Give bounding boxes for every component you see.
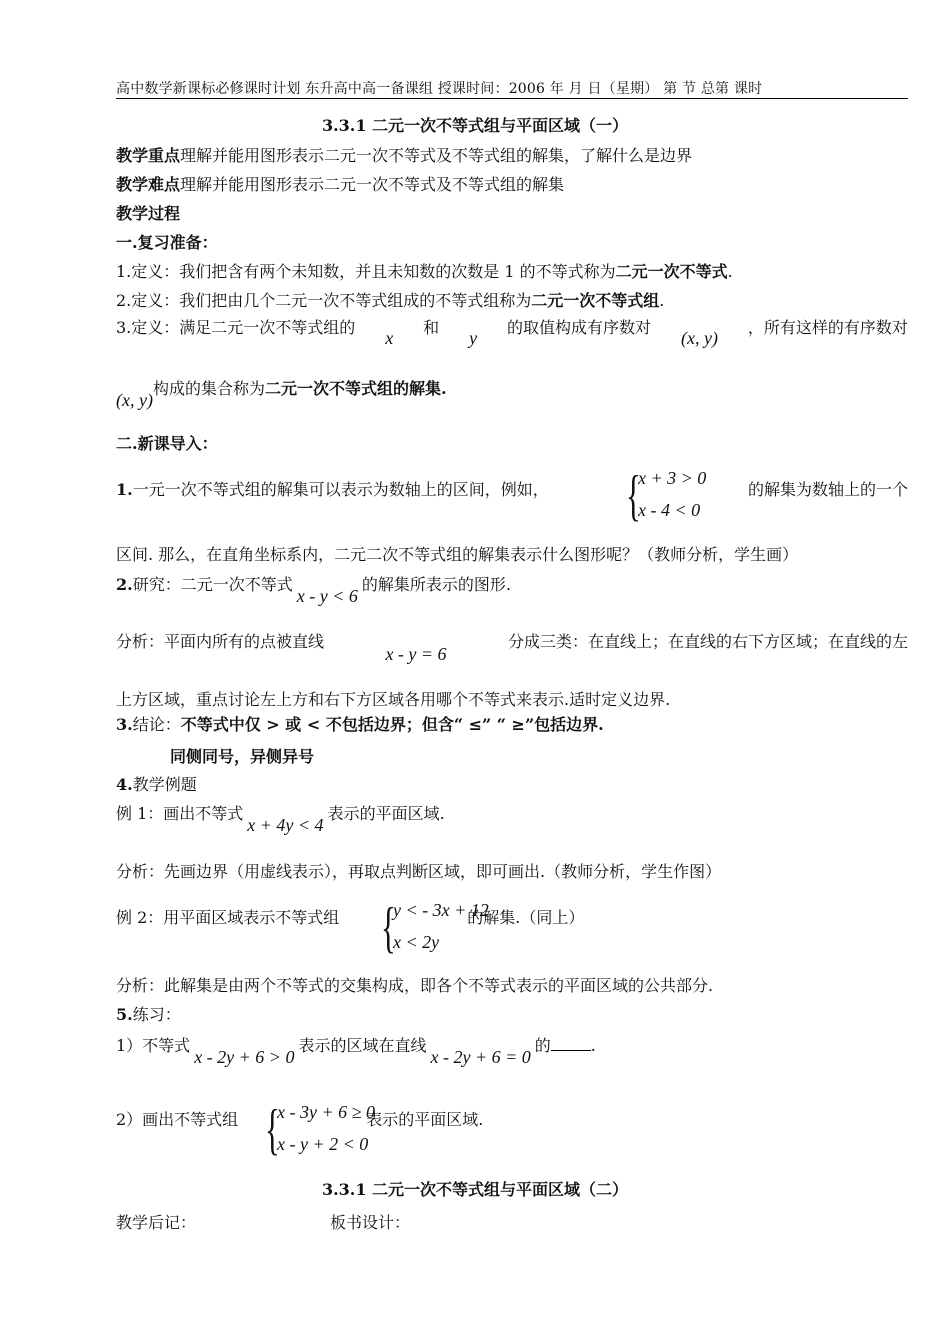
definition-2-term: 二元一次不等式组: [531, 291, 660, 310]
page-header: 高中数学新课标必修课时计划 东升高中高一备课组 授课时间：2006 年 月 日（星期） 第 节 总第 课时: [116, 81, 763, 97]
definition-3-text-a: 3.定义：满足二元一次不等式组的: [116, 318, 356, 337]
analysis-3: 分析：此解集是由两个不等式的交集构成，即各个不等式表示的平面区域的公共部分.: [116, 976, 714, 995]
example-1-text-b: 表示的平面区域.: [327, 804, 445, 823]
definition-3-text-c: ，所有这样的有序数对: [747, 318, 908, 337]
analysis-1: [116, 632, 908, 664]
point-4-text: 教学例题: [132, 775, 197, 794]
exercise-1-period: .: [590, 1036, 596, 1055]
exercise-1-text-c: 的: [534, 1036, 551, 1055]
analysis-2: 分析：先画边界（用虚线表示），再取点判断区域，即可画出.（教师分析，学生作图）: [116, 862, 722, 881]
analysis-1-text-b: 分成三类：在直线上；在直线的右下方区域；在直线的左: [507, 632, 908, 651]
point-5: [116, 1005, 181, 1025]
analysis-1-text-a: 分析：平面内所有的点被直线: [116, 632, 325, 651]
exercise-1-blank: [551, 1036, 591, 1051]
analysis-1-expr: x - y = 6: [385, 644, 447, 664]
exercise-1-text: 1）不等式: [116, 1036, 191, 1055]
exercise-2-text-b: 表示的平面区域.: [366, 1110, 484, 1129]
exercise-1-text-b: 表示的区域在直线: [298, 1036, 427, 1055]
exercise-1: [116, 1035, 596, 1067]
lesson-title-1: 3.3.1 二元一次不等式组与平面区域（一）: [321, 116, 629, 135]
analysis-1-cont: 上方区域，重点讨论左上方和右下方区域各用哪个不等式来表示.适时定义边界.: [116, 690, 671, 709]
point-4: [116, 775, 197, 795]
definition-3-term: 二元一次不等式组的解集.: [264, 379, 447, 398]
system-1-row-1: x + 3 > 0: [638, 468, 707, 488]
board-design-label: 板书设计：: [330, 1213, 411, 1232]
ordered-pair-2: (x, y): [116, 390, 153, 410]
key-point-text: 理解并能用图形表示二元一次不等式及不等式组的解集，了解什么是边界: [180, 146, 693, 165]
point-1-number: 1.: [116, 480, 133, 499]
system-3: [265, 1100, 395, 1164]
definition-2-text: 2.定义：我们把由几个二元一次不等式组成的不等式组称为: [116, 291, 532, 310]
point-1: [116, 480, 908, 500]
point-3-label: 结论：: [132, 715, 181, 734]
point-2-number: 2.: [116, 575, 133, 594]
var-y: y: [469, 328, 478, 348]
point-1-cont: 区间. 那么，在直角坐标系内，二元二次不等式组的解集表示什么图形呢？（教师分析，学生画）: [116, 545, 799, 564]
definition-3-cont: [116, 378, 447, 410]
header-rule: [116, 98, 908, 99]
definition-2: 2.定义：我们把由几个二元一次不等式组成的不等式组称为二元一次不等式组.: [116, 291, 665, 310]
point-3-number: 3.: [116, 715, 133, 734]
ordered-pair: (x, y): [681, 328, 718, 348]
key-point-line: [116, 146, 692, 166]
example-1-expr: x + 4y < 4: [247, 815, 324, 835]
system-1: [626, 466, 716, 530]
exercise-2-text: 2）画出不等式组: [116, 1110, 239, 1129]
point-1-text-b: 的解集为数轴上的一个: [747, 480, 908, 499]
example-1: [116, 803, 445, 835]
system-2: [381, 898, 511, 962]
section-2-heading: 二.新课导入：: [116, 434, 218, 453]
point-5-text: 练习：: [132, 1005, 181, 1024]
lesson-title-2: 3.3.1 二元一次不等式组与平面区域（二）: [321, 1180, 629, 1199]
example-2-text-b: 的解集.（同上）: [467, 908, 585, 927]
system-3-brace: {: [265, 1099, 280, 1161]
system-1-row-2: x - 4 < 0: [638, 500, 701, 520]
var-x: x: [385, 328, 394, 348]
difficulty-label: 教学难点: [116, 175, 181, 194]
definition-3-and: 和: [423, 318, 440, 337]
system-2-row-1: y < - 3x + 12: [393, 900, 489, 920]
after-class-notes-label: 教学后记：: [116, 1213, 197, 1232]
exercise-1-expr: x - 2y + 6 > 0: [194, 1047, 295, 1067]
difficulty-line: [116, 175, 564, 195]
definition-3: [116, 318, 908, 348]
point-4-number: 4.: [116, 775, 133, 794]
point-3-conclusion: 不等式中仅 > 或 < 不包括边界；但含“ ≤” “ ≥”包括边界.: [180, 715, 604, 734]
definition-3-text-d: 构成的集合称为: [152, 379, 265, 398]
definition-3-text-b: 的取值构成有序数对: [507, 318, 652, 337]
point-2-text-b: 的解集所表示的图形.: [361, 575, 511, 594]
point-3: [116, 715, 604, 735]
point-3-rule: 同侧同号，异侧异号: [170, 747, 315, 766]
definition-1: 1.定义：我们把含有两个未知数，并且未知数的次数是 1 的不等式称为二元一次不等式.: [116, 262, 733, 281]
point-5-number: 5.: [116, 1005, 133, 1024]
exercise-1-expr-2: x - 2y + 6 = 0: [430, 1047, 531, 1067]
definition-1-text: 1.定义：我们把含有两个未知数，并且未知数的次数是 1 的不等式称为: [116, 262, 616, 281]
process-heading: 教学过程: [116, 204, 181, 223]
system-3-row-2: x - y + 2 < 0: [277, 1134, 369, 1154]
point-2-text: 研究：二元一次不等式: [132, 575, 293, 594]
system-2-brace: {: [381, 897, 396, 959]
section-1-heading: 一.复习准备：: [116, 233, 218, 252]
point-1-text: 一元一次不等式组的解集可以表示为数轴上的区间，例如，: [132, 480, 549, 499]
system-1-brace: {: [626, 465, 641, 527]
difficulty-text: 理解并能用图形表示二元一次不等式及不等式组的解集: [180, 175, 565, 194]
example-2-text: 例 2：用平面区域表示不等式组: [116, 908, 340, 927]
point-2-expr: x - y < 6: [296, 586, 358, 606]
example-1-text: 例 1：画出不等式: [116, 804, 244, 823]
definition-1-term: 二元一次不等式: [615, 262, 728, 281]
system-2-row-2: x < 2y: [393, 932, 440, 952]
key-point-label: 教学重点: [116, 146, 181, 165]
point-2: [116, 574, 511, 606]
system-3-row-1: x - 3y + 6 ≥ 0: [277, 1102, 375, 1122]
example-2: [116, 908, 584, 928]
